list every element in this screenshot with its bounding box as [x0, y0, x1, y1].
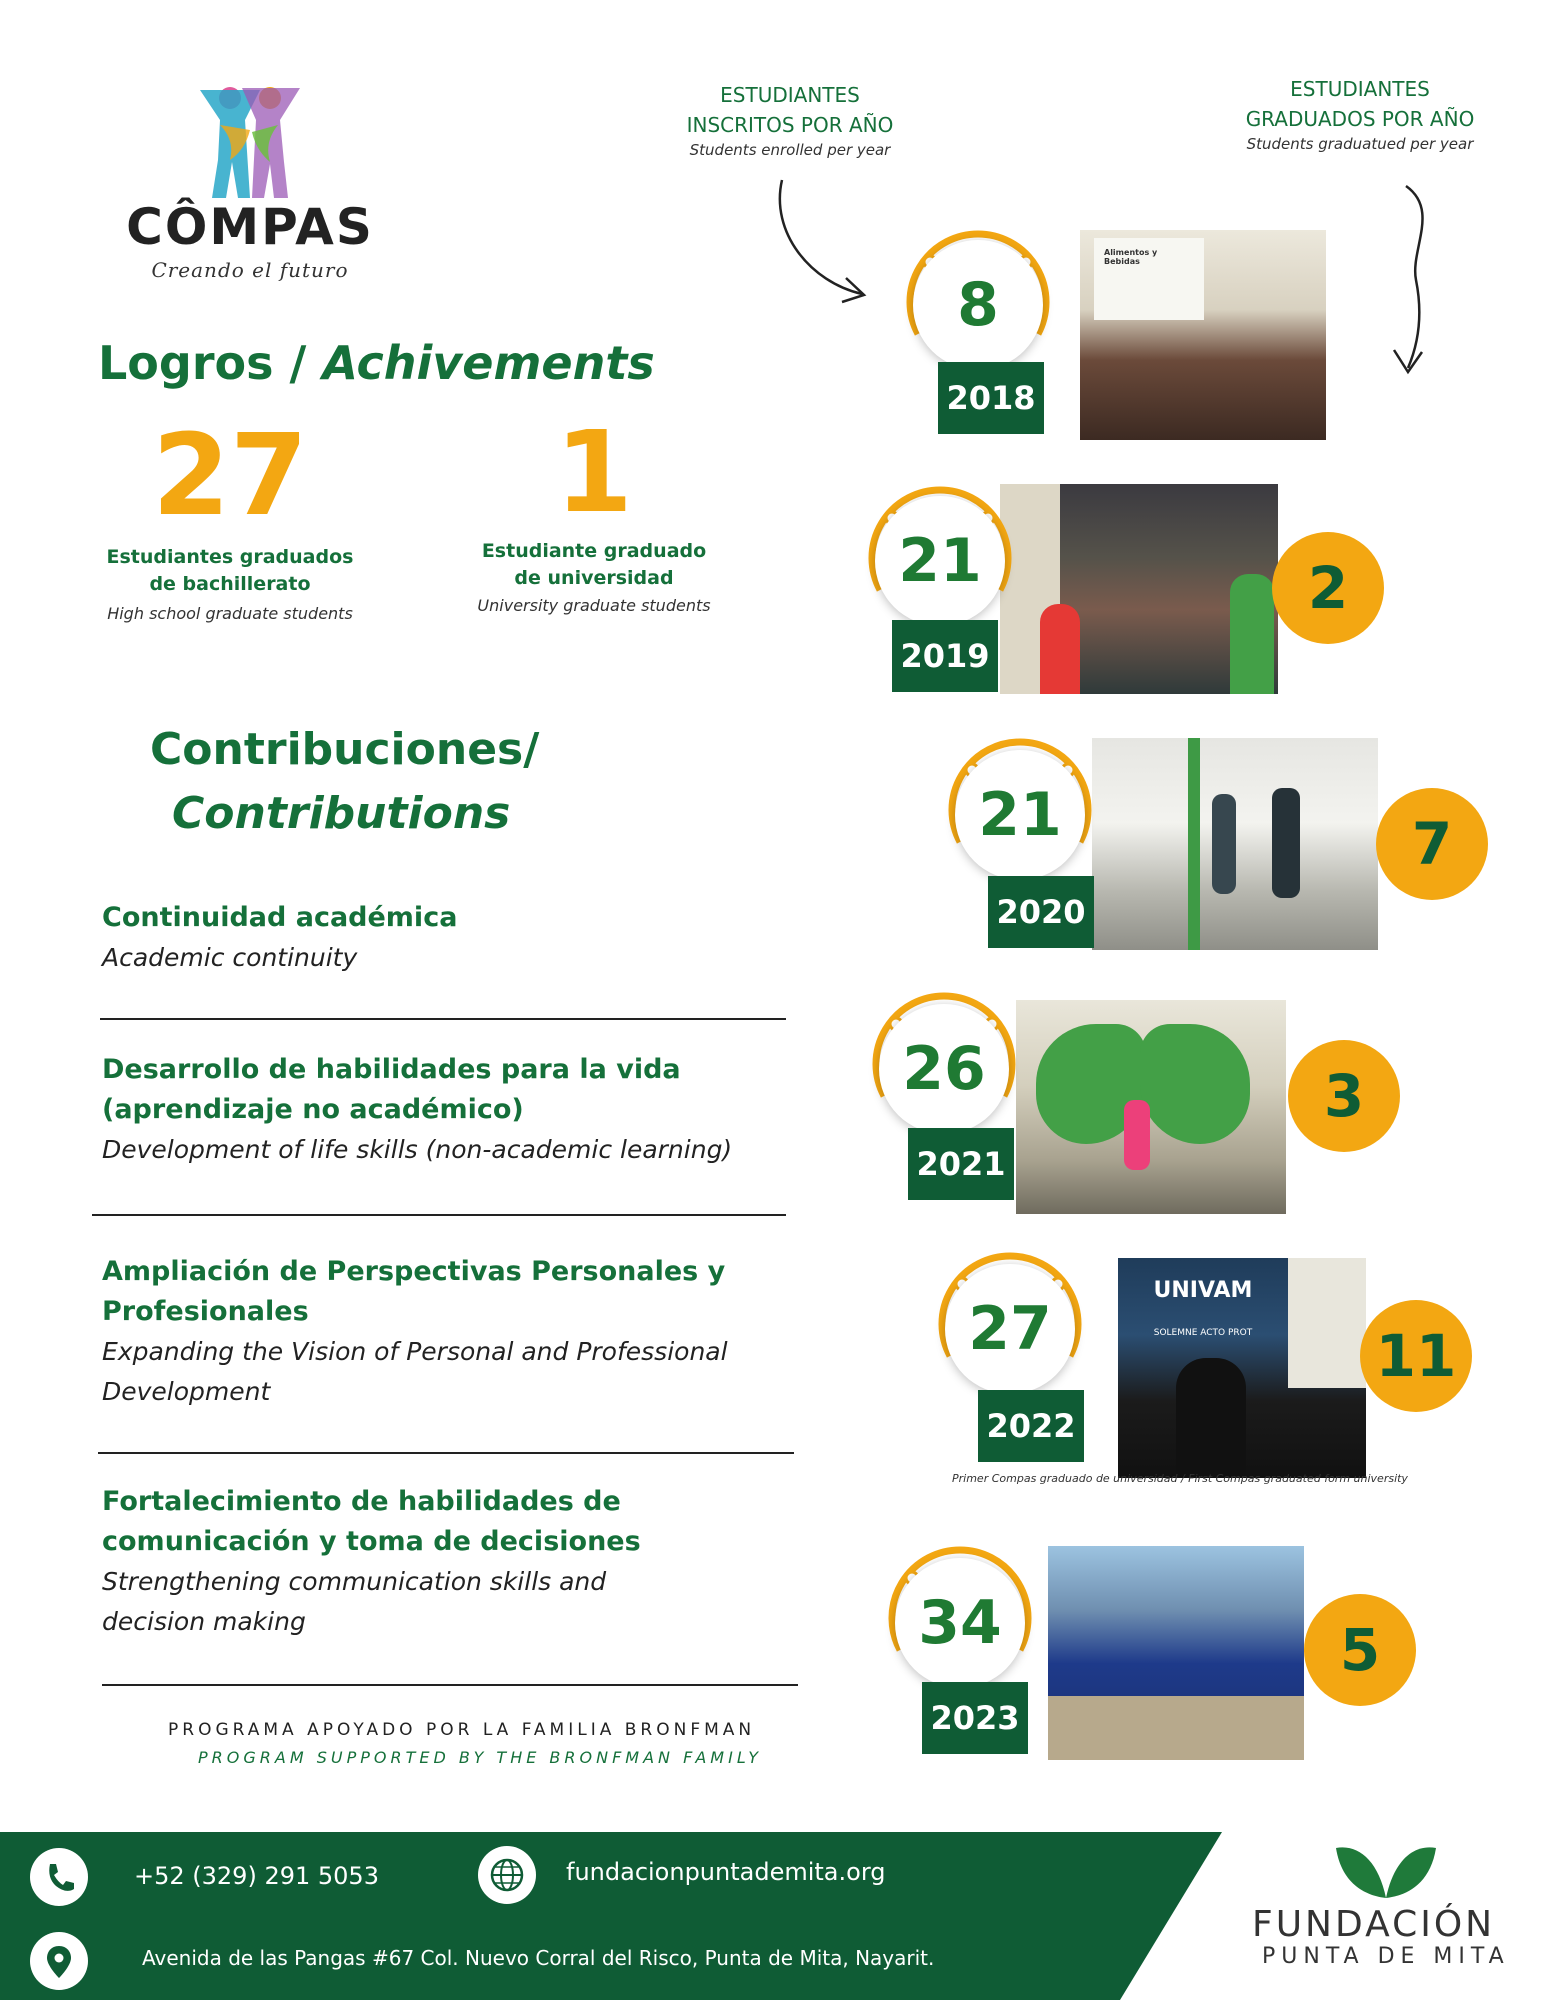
photo-caption: Primer Compas graduado de universidad / First Compas graduated form university — [952, 1472, 1408, 1485]
banner-title: UNIVAM — [1153, 1278, 1253, 1303]
stat-university — [464, 408, 724, 615]
stat-label-es-2: de universidad — [514, 567, 674, 589]
banner-subtitle: SOLEMNE ACTO PROT — [1153, 1328, 1253, 1338]
butterfly-logo-icon — [1328, 1838, 1444, 1902]
achievements-heading-en: Achivements — [322, 336, 655, 390]
contribution-title: Desarrollo de habilidades para la vida — [102, 1054, 681, 1085]
stat-label-es-1: Estudiante graduado — [481, 540, 707, 562]
phone-icon — [30, 1848, 88, 1906]
contribution-title-2: Profesionales — [102, 1296, 309, 1327]
achievements-heading — [98, 336, 655, 390]
divider — [92, 1214, 786, 1216]
graduated-header-2: GRADUADOS POR AÑO — [1245, 107, 1475, 131]
contribution-english: Development of life skills (non-academic learning) — [102, 1135, 733, 1164]
contribution-item — [102, 1482, 802, 1642]
timeline-row-2023 — [880, 1540, 1440, 1770]
year-badge: 2023 — [922, 1682, 1028, 1754]
contribution-english: Academic continuity — [102, 943, 358, 972]
contribution-item — [102, 898, 802, 978]
contribution-english-2: Development — [102, 1377, 271, 1406]
enrolled-header-1: ESTUDIANTES — [720, 83, 860, 107]
timeline-row-2021 — [860, 986, 1420, 1216]
timeline-row-2019 — [840, 480, 1400, 710]
enrolled-header — [650, 80, 930, 160]
enrolled-count: 34 — [895, 1558, 1025, 1688]
photo-class — [1080, 230, 1326, 440]
divider — [100, 1018, 786, 1020]
divider — [98, 1452, 794, 1454]
graduated-header-en: Students graduatued per year — [1246, 135, 1474, 153]
enrolled-count: 26 — [879, 1004, 1009, 1134]
contribution-title: Ampliación de Perspectivas Personales y — [102, 1256, 726, 1287]
graduated-count: 7 — [1376, 788, 1488, 900]
graduated-count: 11 — [1360, 1300, 1472, 1412]
globe-icon — [478, 1846, 536, 1904]
curved-arrow-icon — [770, 172, 870, 322]
support-text-es: PROGRAMA APOYADO POR LA FAMILIA BRONFMAN — [168, 1720, 756, 1740]
compas-figures-icon — [190, 80, 310, 200]
contribution-title-2: (aprendizaje no académico) — [102, 1094, 524, 1125]
photo-jumping — [1092, 738, 1378, 950]
enrolled-header-en: Students enrolled per year — [689, 141, 891, 159]
contribution-title: Continuidad académica — [102, 902, 458, 933]
contribution-english: Expanding the Vision of Personal and Professional — [102, 1337, 728, 1366]
stat-highschool — [100, 411, 360, 623]
graduated-count: 2 — [1272, 532, 1384, 644]
compas-logo — [110, 80, 390, 290]
org-name-2: PUNTA DE MITA — [1262, 1944, 1510, 1969]
graduated-header-1: ESTUDIANTES — [1290, 77, 1430, 101]
enrolled-count: 21 — [875, 496, 1005, 626]
stat-label-es-1: Estudiantes graduados — [106, 546, 354, 568]
curved-arrow-icon — [1370, 180, 1450, 380]
stat-label-en: University graduate students — [477, 596, 711, 615]
achievements-heading-es: Logros / — [98, 336, 307, 390]
year-badge: 2021 — [908, 1128, 1014, 1200]
enrolled-count: 27 — [945, 1264, 1075, 1394]
logo-wordmark: CÔMPAS — [126, 198, 374, 256]
year-badge: 2019 — [892, 620, 998, 692]
website-link[interactable]: fundacionpuntademita.org — [566, 1858, 886, 1886]
timeline-row-2020 — [940, 732, 1500, 962]
divider — [102, 1684, 798, 1686]
contributions-heading — [150, 718, 539, 846]
photo-butterfly — [1016, 1000, 1286, 1214]
contributions-heading-en: Contributions — [172, 788, 511, 839]
org-name-1: FUNDACIÓN — [1252, 1904, 1496, 1945]
address: Avenida de las Pangas #67 Col. Nuevo Corral del Risco, Punta de Mita, Nayarit. — [142, 1946, 935, 1970]
timeline-row-2018 — [890, 224, 1330, 454]
location-pin-icon — [30, 1932, 88, 1990]
stat-value: 1 — [555, 408, 633, 538]
contributions-heading-es: Contribuciones/ — [150, 724, 540, 775]
contribution-title: Fortalecimiento de habilidades de — [102, 1486, 621, 1517]
timeline-row-2022 — [930, 1246, 1490, 1476]
enrolled-count: 8 — [913, 240, 1043, 370]
stat-label-es-2: de bachillerato — [149, 573, 311, 595]
stat-label-en: High school graduate students — [107, 604, 353, 623]
projector-slide: Alimentos y Bebidas — [1094, 238, 1204, 320]
photo-graduation — [1118, 1258, 1366, 1478]
photo-helmets — [1048, 1546, 1304, 1760]
graduated-count: 3 — [1288, 1040, 1400, 1152]
enrolled-header-2: INSCRITOS POR AÑO — [686, 113, 894, 137]
year-badge: 2022 — [978, 1390, 1084, 1462]
phone-number[interactable]: +52 (329) 291 5053 — [134, 1862, 379, 1890]
contribution-english: Strengthening communication skills and — [102, 1567, 607, 1596]
stat-value: 27 — [152, 411, 308, 541]
photo-group — [1000, 484, 1278, 694]
contribution-title-2: comunicación y toma de decisiones — [102, 1526, 641, 1557]
contribution-item — [102, 1252, 802, 1412]
graduated-header — [1220, 74, 1500, 154]
graduated-count: 5 — [1304, 1594, 1416, 1706]
year-badge: 2018 — [938, 362, 1044, 434]
contribution-item — [102, 1050, 802, 1170]
support-text-en: PROGRAM SUPPORTED BY THE BRONFMAN FAMILY — [198, 1748, 762, 1767]
contribution-english-2: decision making — [102, 1607, 306, 1636]
logo-tagline: Creando el futuro — [151, 258, 349, 282]
year-badge: 2020 — [988, 876, 1094, 948]
enrolled-count: 21 — [955, 750, 1085, 880]
